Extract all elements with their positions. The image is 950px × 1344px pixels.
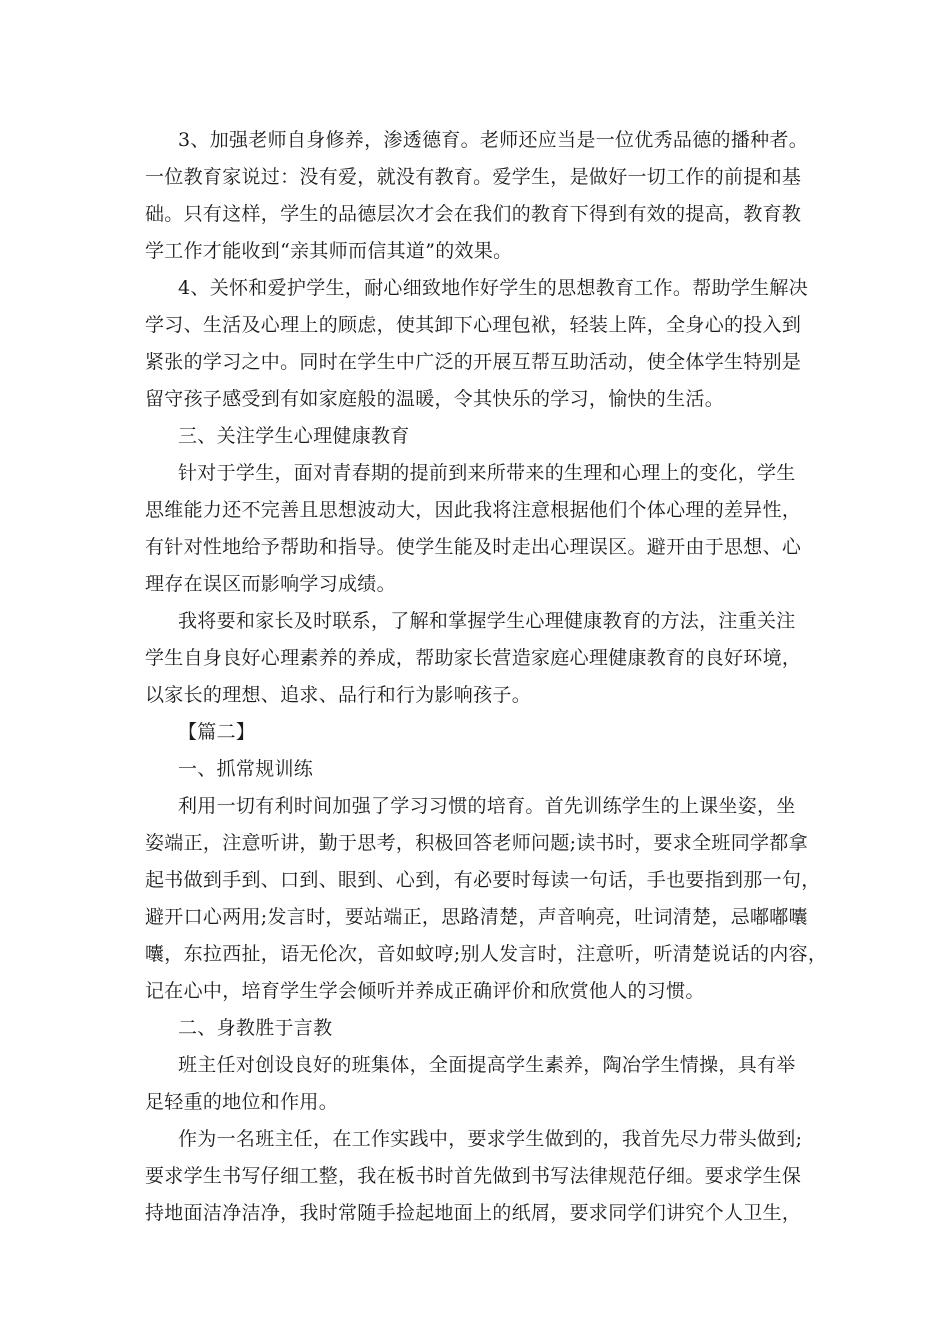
paragraph-line: 利用一切有利时间加强了学习习惯的培育。首先训练学生的上课坐姿，坐	[178, 795, 796, 817]
paragraph-line: 一位教育家说过：没有爱，就没有教育。爱学生，是做好一切工作的前提和基	[145, 166, 802, 188]
paragraph-line: 留守孩子感受到有如家庭般的温暖，令其快乐的学习，愉快的生活。	[145, 388, 725, 410]
paragraph-line: 姿端正，注意听讲，勤于思考，积极回答老师问题;读书时，要求全班同学都拿	[145, 832, 808, 854]
paragraph-line: 学生自身良好心理素养的养成，帮助家长营造家庭心理健康教育的良好环境，	[145, 647, 802, 669]
paragraph-line: 足轻重的地位和作用。	[145, 1091, 339, 1113]
section-heading: 二、身教胜于言教	[178, 1017, 333, 1039]
paragraph-line: 学工作才能收到“亲其师而信其道”的效果。	[145, 240, 513, 262]
paragraph-line: 班主任对创设良好的班集体，全面提高学生素养，陶冶学生情操，具有举	[178, 1054, 796, 1076]
paragraph-line: 理存在误区而影响学习成绩。	[145, 573, 396, 595]
paragraph-line: 起书做到手到、口到、眼到、心到，有必要时每读一句话，手也要指到那一句，	[145, 869, 821, 891]
paragraph-line: 记在心中，培育学生学会倾听并养成正确评价和欣赏他人的习惯。	[145, 980, 705, 1002]
paragraph-line: 4、关怀和爱护学生，耐心细致地作好学生的思想教育工作。帮助学生解决	[178, 277, 808, 299]
paragraph-line: 以家长的理想、追求、品行和行为影响孩子。	[145, 684, 532, 706]
section-heading: 三、关注学生心理健康教育	[178, 425, 410, 447]
paragraph-line: 3、加强老师自身修养，渗透德育。老师还应当是一位优秀品德的播种者。	[178, 129, 808, 151]
paragraph-line: 紧张的学习之中。同时在学生中广泛的开展互帮互助活动，使全体学生特别是	[145, 351, 802, 373]
paragraph-line: 囔，东拉西扯，语无伦次，音如蚊哼;别人发言时，注意听，听清楚说话的内容，	[145, 943, 828, 965]
paragraph-line: 思维能力还不完善且思想波动大，因此我将注意根据他们个体心理的差异性，	[145, 499, 802, 521]
paragraph-line: 要求学生书写仔细工整，我在板书时首先做到书写法律规范仔细。要求学生保	[145, 1165, 802, 1187]
paragraph-line: 持地面洁净洁净，我时常随手捡起地面上的纸屑，要求同学们讲究个人卫生，	[145, 1202, 802, 1224]
paragraph-line: 作为一名班主任，在工作实践中，要求学生做到的，我首先尽力带头做到;	[178, 1128, 803, 1150]
paragraph-line: 我将要和家长及时联系，了解和掌握学生心理健康教育的方法，注重关注	[178, 610, 796, 632]
paragraph-line: 础。只有这样，学生的品德层次才会在我们的教育下得到有效的提高，教育教	[145, 203, 802, 225]
section-heading: 一、抓常规训练	[178, 758, 314, 780]
part-heading: 【篇二】	[178, 721, 256, 743]
paragraph-line: 有针对性地给予帮助和指导。使学生能及时走出心理误区。避开由于思想、心	[145, 536, 802, 558]
paragraph-line: 针对于学生，面对青春期的提前到来所带来的生理和心理上的变化，学生	[178, 462, 796, 484]
paragraph-line: 避开口心两用;发言时，要站端正，思路清楚，声音响亮，吐词清楚，忌嘟嘟囔	[145, 906, 808, 928]
paragraph-line: 学习、生活及心理上的顾虑，使其卸下心理包袱，轻装上阵，全身心的投入到	[145, 314, 802, 336]
